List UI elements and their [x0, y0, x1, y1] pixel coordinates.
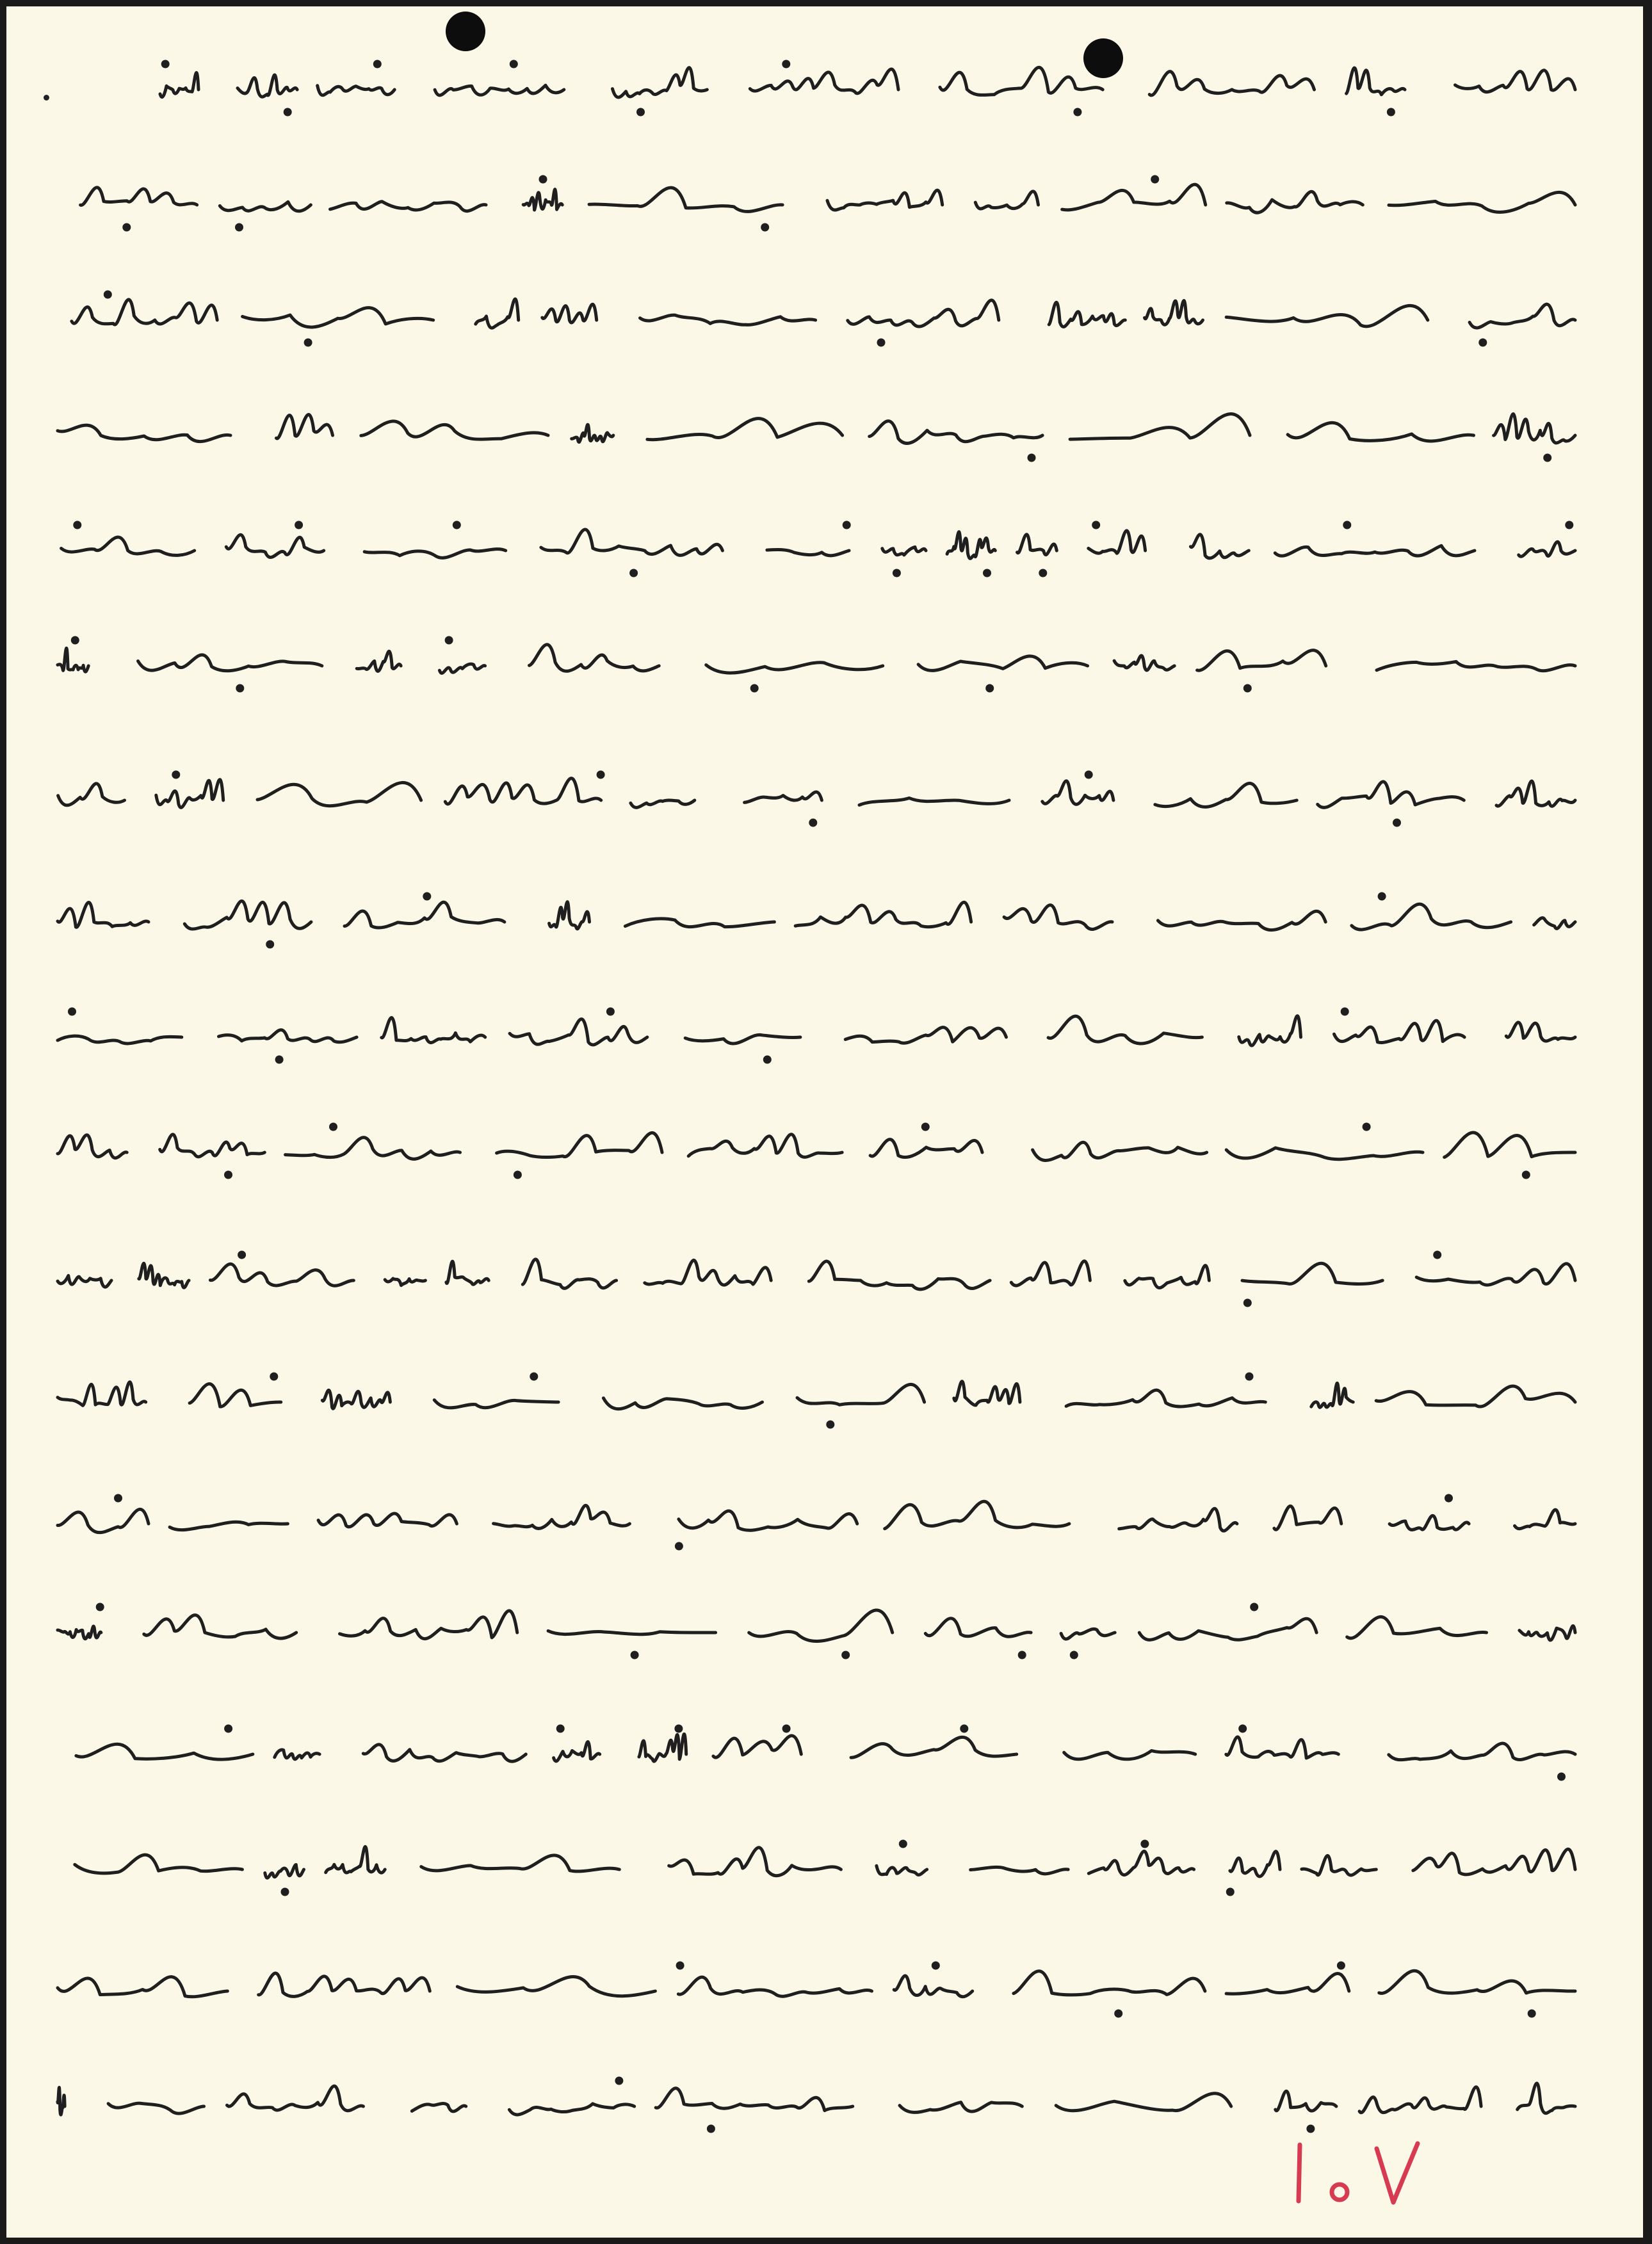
- handwritten-word: [58, 2088, 65, 2115]
- handwritten-word: [58, 1509, 149, 1532]
- diacritic-dot: [765, 1057, 770, 1062]
- handwritten-word: [340, 1611, 517, 1639]
- handwritten-word: [58, 1036, 182, 1044]
- handwritten-word: [845, 1028, 1006, 1044]
- diacritic-dot: [987, 686, 992, 691]
- diacritic-dot: [1567, 522, 1572, 528]
- handwritten-word: [1226, 1737, 1339, 1758]
- diacritic-dot: [962, 1726, 967, 1731]
- diacritic-dot: [511, 61, 516, 67]
- handwritten-word: [1275, 2091, 1336, 2111]
- diacritic-dot: [985, 570, 990, 576]
- diacritic-dot: [617, 2078, 622, 2083]
- diacritic-dot: [1245, 1300, 1250, 1305]
- handwritten-word: [548, 1631, 716, 1634]
- handwritten-word: [220, 202, 311, 211]
- handwritten-word: [851, 1737, 1017, 1757]
- handwritten-word: [1145, 301, 1203, 325]
- diacritic-dot: [1245, 686, 1250, 691]
- diacritic-dot: [70, 1009, 75, 1014]
- handwritten-word: [364, 549, 506, 558]
- handwritten-word: [138, 655, 322, 671]
- diacritic-dot: [1142, 1841, 1147, 1846]
- handwritten-word: [277, 415, 333, 439]
- diacritic-dot: [632, 1652, 637, 1658]
- diacritic-dot: [598, 772, 603, 777]
- diacritic-dot: [540, 177, 546, 182]
- handwritten-word: [954, 1382, 1020, 1405]
- handwritten-word: [1239, 1016, 1301, 1045]
- handwritten-word: [318, 86, 395, 95]
- handwritten-word: [870, 421, 1042, 444]
- handwritten-word: [1518, 2083, 1575, 2113]
- diacritic-dot: [116, 1496, 121, 1501]
- handwritten-word: [1496, 781, 1575, 806]
- diacritic-dot: [75, 522, 80, 528]
- diacritic-dot: [1071, 1652, 1076, 1658]
- handwritten-word: [530, 645, 660, 672]
- handwritten-word: [745, 792, 822, 802]
- handwritten-word: [170, 1522, 287, 1530]
- handwritten-word: [1139, 1618, 1316, 1640]
- diacritic-dot: [1523, 1172, 1528, 1177]
- handwritten-word: [795, 902, 971, 926]
- handwritten-word: [1158, 911, 1325, 930]
- handwritten-word: [541, 529, 723, 555]
- handwritten-word: [1242, 1263, 1382, 1284]
- diacritic-dot: [72, 638, 77, 643]
- handwritten-word: [688, 1134, 842, 1158]
- handwritten-word: [640, 315, 816, 325]
- diacritic-dot: [331, 1124, 336, 1129]
- handwritten-word: [1389, 192, 1575, 212]
- handwritten-word: [1311, 1383, 1353, 1407]
- handwritten-word: [421, 1855, 620, 1871]
- diacritic-dot: [271, 1374, 277, 1379]
- handwritten-word: [476, 299, 519, 328]
- handwritten-word: [439, 664, 485, 673]
- handwritten-word: [1089, 531, 1146, 553]
- handwritten-word: [156, 780, 223, 808]
- diacritic-dot: [1075, 109, 1080, 115]
- handwritten-word: [1048, 1016, 1202, 1044]
- handwritten-word: [1155, 783, 1297, 807]
- handwritten-text-image: [19, 26, 1620, 2177]
- handwritten-word: [572, 424, 613, 442]
- handwritten-word: [870, 1140, 982, 1158]
- handwritten-word: [1302, 1855, 1376, 1875]
- handwritten-word: [882, 547, 926, 555]
- handwritten-word: [749, 1610, 893, 1642]
- handwritten-word: [1061, 1629, 1115, 1639]
- handwritten-word: [497, 1133, 662, 1157]
- diacritic-dot: [226, 1172, 231, 1177]
- diacritic-dot: [676, 1544, 681, 1549]
- diacritic-dot: [226, 1726, 231, 1731]
- handwritten-word: [1519, 542, 1575, 556]
- scan-border-top: [0, 0, 1652, 6]
- diacritic-dot: [1559, 1774, 1564, 1779]
- handwritten-word: [1445, 1133, 1575, 1157]
- handwritten-word: [1389, 1743, 1575, 1760]
- handwritten-word: [75, 1855, 243, 1873]
- handwritten-word: [750, 69, 898, 93]
- handwritten-word: [1347, 68, 1405, 95]
- handwritten-word: [1033, 1142, 1207, 1160]
- handwritten-word: [184, 901, 311, 929]
- handwritten-word: [656, 2088, 853, 2111]
- diacritic-dot: [784, 61, 789, 67]
- handwritten-word: [1534, 918, 1575, 929]
- handwritten-word: [58, 903, 149, 928]
- diacritic-dot: [531, 1374, 537, 1379]
- handwritten-word: [412, 2103, 466, 2111]
- handwritten-word: [1230, 1852, 1280, 1877]
- diacritic-dot: [425, 894, 430, 899]
- handwritten-word: [1004, 905, 1112, 930]
- handwritten-word: [58, 1135, 127, 1158]
- handwritten-word: [1519, 1626, 1575, 1640]
- diacritic-dot: [1247, 1374, 1252, 1379]
- diacritic-dot: [1388, 109, 1393, 115]
- diacritic-dot: [900, 1841, 905, 1846]
- handwritten-word: [385, 1279, 425, 1286]
- handwritten-word: [257, 782, 421, 805]
- handwritten-word: [58, 425, 231, 441]
- diacritic-dot: [1029, 455, 1034, 460]
- diacritic-dot: [1252, 1604, 1257, 1610]
- diacritic-dot: [1153, 177, 1158, 182]
- diacritic-dot: [97, 1604, 102, 1610]
- diacritic-dot: [163, 61, 168, 67]
- handwritten-word: [275, 1750, 320, 1759]
- handwritten-word: [1352, 904, 1511, 930]
- handwritten-word: [797, 1384, 925, 1405]
- handwritten-word: [58, 1977, 227, 1997]
- handwritten-word: [706, 663, 883, 673]
- diacritic-dot: [677, 1963, 683, 1968]
- handwritten-word: [139, 1263, 189, 1287]
- handwritten-word: [58, 1382, 146, 1406]
- handwritten-word: [1334, 1021, 1465, 1042]
- handwritten-word: [318, 1513, 457, 1527]
- handwritten-word: [227, 2086, 364, 2111]
- handwritten-word: [639, 1734, 686, 1761]
- handwritten-word: [554, 1741, 600, 1761]
- diacritic-dot: [1545, 455, 1550, 460]
- handwritten-word: [58, 1275, 111, 1287]
- handwritten-word: [918, 656, 1087, 670]
- diacritic-dot: [277, 1057, 282, 1062]
- handwritten-word: [925, 1618, 1031, 1636]
- diacritic-dot: [1435, 1252, 1440, 1257]
- handwritten-word: [1413, 1849, 1575, 1875]
- diacritic-dot: [894, 570, 899, 576]
- handwritten-word: [108, 2103, 204, 2113]
- handwritten-word: [1227, 191, 1363, 213]
- handwritten-word: [522, 1259, 616, 1288]
- handwritten-word: [1119, 1508, 1237, 1531]
- handwritten-word: [1190, 535, 1249, 558]
- diacritic-dot: [844, 522, 849, 528]
- diacritic-dot: [1379, 894, 1384, 899]
- handwritten-word: [1389, 1515, 1469, 1530]
- diacritic-dot: [933, 1963, 938, 1968]
- diacritic-dot: [1480, 340, 1486, 345]
- handwritten-word: [286, 1138, 460, 1159]
- diacritic-dot: [268, 942, 273, 947]
- handwritten-word: [72, 300, 217, 325]
- handwritten-word: [210, 1264, 353, 1286]
- diacritic-dot: [1342, 1009, 1347, 1014]
- handwritten-word: [509, 2104, 634, 2115]
- diacritic-dot: [879, 340, 884, 345]
- diacritic-dot: [239, 1252, 245, 1257]
- handwritten-word: [1275, 545, 1475, 556]
- handwritten-word: [713, 1736, 801, 1757]
- diacritic-dot: [1094, 522, 1099, 528]
- handwritten-word: [1416, 1264, 1575, 1285]
- handwritten-word: [1455, 70, 1576, 92]
- diacritic-dot: [446, 638, 451, 643]
- diacritic-dot: [752, 686, 757, 691]
- handwritten-word: [457, 1977, 655, 1996]
- handwritten-word: [1376, 1386, 1575, 1407]
- handwritten-word: [58, 784, 125, 805]
- handwritten-word: [971, 1867, 1068, 1873]
- handwritten-word: [446, 1261, 489, 1284]
- diacritic-dot: [676, 1726, 681, 1731]
- handwritten-word: [1011, 1261, 1090, 1286]
- handwritten-word: [160, 1134, 265, 1157]
- handwritten-word: [975, 191, 1038, 209]
- handwritten-word: [58, 648, 88, 672]
- handwritten-word: [61, 537, 195, 555]
- handwritten-word: [265, 1864, 304, 1878]
- diacritic-dot: [174, 772, 179, 777]
- handwritten-word: [58, 1626, 101, 1639]
- handwritten-word: [809, 1261, 990, 1289]
- handwritten-word: [848, 300, 999, 327]
- diacritic-dot: [237, 225, 242, 230]
- handwritten-word: [631, 800, 695, 807]
- diacritic-dot: [1529, 2011, 1534, 2016]
- handwritten-word: [603, 1398, 762, 1409]
- handwritten-word: [1125, 1266, 1210, 1288]
- diacritic-dot: [1338, 1963, 1343, 1968]
- diacritic-dot: [515, 1172, 520, 1177]
- diacritic-dot: [1364, 1124, 1369, 1129]
- handwritten-word: [445, 779, 601, 804]
- handwritten-word: [382, 1017, 485, 1042]
- handwritten-word: [523, 190, 562, 210]
- handwritten-word: [510, 1019, 647, 1045]
- handwritten-word: [1274, 1506, 1341, 1530]
- handwritten-word: [1014, 1971, 1205, 1995]
- handwritten-word: [357, 651, 401, 671]
- handwritten-word: [1062, 184, 1206, 210]
- handwritten-word: [494, 1505, 630, 1528]
- handwritten-word: [1379, 1971, 1575, 1993]
- handwritten-word: [435, 85, 564, 95]
- handwritten-word: [1066, 1390, 1265, 1407]
- handwritten-word: [894, 1976, 973, 1997]
- handwritten-word: [678, 1977, 871, 1996]
- handwritten-word: [542, 304, 597, 323]
- handwritten-word: [859, 798, 1009, 805]
- handwritten-word: [1056, 2094, 1231, 2111]
- handwritten-word: [669, 1848, 841, 1876]
- handwritten-word: [219, 1030, 357, 1042]
- handwritten-word: [259, 1973, 430, 1996]
- handwritten-word: [243, 308, 433, 327]
- handwritten-word: [947, 532, 995, 559]
- diacritic-dot: [238, 686, 243, 691]
- diacritic-dot: [1019, 1652, 1024, 1658]
- handwritten-word: [1017, 535, 1057, 555]
- handwritten-word: [1049, 302, 1125, 327]
- handwritten-word: [1494, 414, 1575, 443]
- handwritten-word: [1359, 2087, 1481, 2113]
- handwritten-word: [434, 1400, 558, 1408]
- diacritic-dot: [105, 292, 110, 297]
- diacritic-dot: [1116, 2011, 1121, 2016]
- handwritten-word: [940, 67, 1103, 95]
- diacritic-dot: [375, 61, 380, 67]
- diacritic-dot: [608, 1009, 613, 1014]
- handwritten-word: [1226, 1148, 1423, 1159]
- handwritten-word: [361, 421, 548, 439]
- diacritic-dot: [1227, 1889, 1233, 1894]
- handwritten-word: [76, 1744, 253, 1759]
- handwritten-word: [326, 1846, 385, 1873]
- handwritten-word: [549, 902, 590, 929]
- handwritten-word: [1506, 1022, 1575, 1041]
- handwritten-word: [613, 68, 708, 97]
- handwritten-word: [827, 190, 943, 210]
- diacritic-dot: [1086, 772, 1091, 777]
- handwritten-word: [679, 1511, 857, 1530]
- handwritten-word: [645, 1260, 771, 1285]
- handwritten-word: [1515, 1510, 1576, 1529]
- diacritic-dot: [784, 1726, 789, 1731]
- scan-border-left: [0, 0, 6, 2244]
- handwritten-word: [322, 1390, 390, 1409]
- handwritten-word: [226, 535, 323, 557]
- handwritten-word: [1377, 661, 1575, 670]
- diacritic-dot: [1345, 522, 1350, 528]
- diacritic-dot: [1446, 1496, 1452, 1501]
- diacritic-dot: [1240, 1726, 1245, 1731]
- handwritten-word: [1318, 782, 1464, 807]
- scan-border-bottom: [0, 2238, 1652, 2244]
- handwritten-word: [767, 549, 849, 555]
- diacritic-dot: [282, 1889, 287, 1894]
- diacritic-dot: [811, 820, 816, 825]
- handwritten-word: [1288, 423, 1473, 441]
- diacritic-dot: [305, 340, 311, 345]
- handwritten-word: [1042, 781, 1113, 805]
- handwritten-word: [363, 1745, 526, 1761]
- handwritten-word: [1197, 650, 1326, 671]
- diacritic-dot: [923, 1124, 928, 1129]
- diacritic-dot: [124, 225, 129, 230]
- diacritic-dot: [1395, 820, 1400, 825]
- handwritten-word: [647, 419, 843, 440]
- diacritic-dot: [558, 1726, 563, 1731]
- handwritten-word: [81, 188, 197, 206]
- diacritic-dot: [454, 522, 459, 528]
- handwritten-word: [1226, 1973, 1349, 1994]
- diacritic-dot: [1041, 570, 1046, 576]
- diacritic-dot: [843, 1652, 848, 1658]
- handwritten-word: [344, 902, 505, 928]
- handwritten-word: [877, 1866, 927, 1875]
- handwritten-word: [1089, 1851, 1194, 1875]
- diacritic-dot: [828, 1422, 833, 1427]
- diacritic-dot: [763, 225, 768, 230]
- handwritten-word: [190, 1384, 281, 1407]
- handwritten-word: [589, 188, 782, 211]
- handwritten-word: [900, 2103, 1022, 2113]
- diacritic-dot: [296, 522, 302, 528]
- handwritten-word: [685, 1035, 800, 1044]
- handwritten-word: [1070, 414, 1250, 440]
- handwritten-word: [144, 1615, 296, 1638]
- handwritten-word: [160, 73, 198, 97]
- handwritten-word: [1347, 1617, 1487, 1638]
- handwritten-word: [238, 75, 297, 97]
- diacritic-dot: [708, 2126, 713, 2131]
- handwritten-word: [885, 1501, 1069, 1529]
- handwritten-word: [1470, 304, 1575, 328]
- diacritic-dot: [631, 570, 636, 576]
- diacritic-dot: [285, 109, 290, 115]
- diacritic-dot: [638, 109, 644, 115]
- handwritten-word: [330, 202, 487, 211]
- handwritten-word: [1064, 1751, 1195, 1759]
- handwritten-word: [1149, 72, 1314, 95]
- scan-border-right: [1643, 0, 1652, 2244]
- handwritten-word: [625, 919, 774, 927]
- handwritten-word: [1114, 656, 1174, 670]
- handwritten-word: [1226, 305, 1428, 327]
